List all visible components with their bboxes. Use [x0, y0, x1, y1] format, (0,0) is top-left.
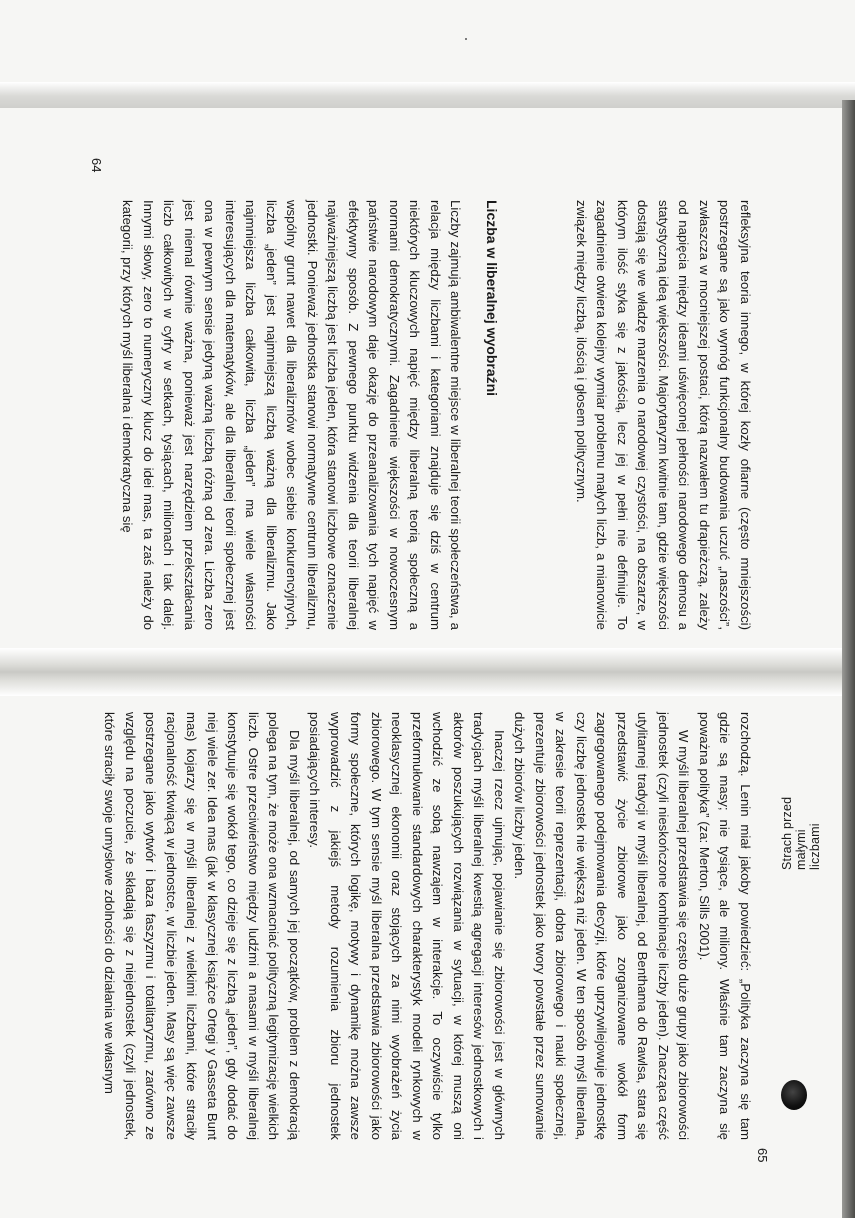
running-head: Strach przed małymi liczbami — [780, 796, 822, 870]
left-body-paragraph: Liczby zajmują ambiwalentne miejsce w liberalnej teorii społeczeństwa, a relacja między liczbami i kategoriami znajduje się dziś w centrum niektórych kluczowych napięć między liberalną teorią społeczną a normami demokratycznymi. Zagadnienie większości w nowoczesnym państwie narodowym daje okazję do przeanalizowania tych napięć w efektywny sposób. Z pewnego punktu widzenia dla teorii liberalnej najważniejszą liczbą jest liczba jeden, która stanowi liczbowe oznaczenie jednostki. Ponieważ jednostka stanowi normatywne centrum liberalizmu, wspólny grunt nawet dla liberalizmów wobec siebie konkurencyjnych, liczba „jeden” jest najmniejszą liczbą ważną dla liberalizmu. Jako najmniejsza liczba całkowita, liczba „jeden” ma wiele własności interesujących dla matematyków, ale dla liberalnej teorii społecznej jest ona w pewnym sensie jedyną ważną liczbą różną od zera. Liczba zero jest niemal równie ważna, ponieważ jest narzędziem przekształcania liczb całkowitych w cyfry w setkach, tysiącach, milionach i tak dalej. Innymi słowy, zero to numeryczny klucz do idei mas, ta zaś należy do kategorii, przy których myśl liberalna i demokratyczna się — [120, 200, 464, 630]
book-gutter — [0, 648, 855, 696]
right-page-number: 65 — [755, 1148, 770, 1163]
left-page-intro — [571, 200, 756, 630]
left-page-section — [117, 200, 502, 630]
right-paragraph-2: W myśli liberalnej przedstawia się często duże grupy jako zbiorowości jednostek (czyli nieskończone kombinacje liczby jeden). Znacząca część utylitarnej tradycji w myśli liberalnej, od Benthama do Rawlsa, stara się przedstawić życie zbiorowe jako zorganizowane wokół form zagregowanego podejmowania decyzji, które uprzywilejowuje jednostkę czy liczbę jednostek nie większą niż jeden. W ten sposób myśl liberalna, w zakresie teorii reprezentacji, dobra zbiorowego i nauki społecznej, prezentuje zbiorowości jednostek jako twory powstałe przez sumowanie dużych zbiorów liczby jeden. — [512, 712, 692, 1140]
dust-speck — [465, 38, 467, 40]
right-paragraph-3: Inaczej rzecz ujmując, pojawianie się zbiorowości jest w głównych tradycjach myśli liberalnej kwestią agregacji interesów jednostkowych i aktorów poszukujących rozwiązania w sytuacji, w której muszą oni wchodzić ze sobą nawzajem w interakcje. To oczywiście tylko przeformułowanie standardowych charakterystyk modeli rynkowych w neoklasycznej ekonomii oraz stojących za nimi wyobrażeń życia zbiorowego. W tym sensie myśl liberalna przedstawia zbiorowości jako formy społeczne, których logikę, motywy i dynamikę można zawsze wyprowadzić z jakiejś metody rozumienia zbioru jednostek posiadających interesy. — [307, 712, 507, 1140]
left-intro-paragraph: refleksyjna teoria innego, w której kozły ofiarne (często mniejszości) postrzegane są jako wymóg funkcjonalny budowania uczuć „naszości”, zwłaszcza w mocniejszej postaci, którą nazwałem tu drapieżczą, zależy od napięcia między ideami uświęconej pełności narodowego demosu a statystyczną ideą większości. Majorytaryzm kwitnie tam, gdzie większości dostają się we władzę marzenia o narodowej czystości, na obszarze, w którym ilość styka się z jakością, lecz jej w pełni nie definiuje. To zagadnienie otwiera kolejny wymiar problemu małych liczb, a mianowicie związek między liczbą, ilością i głosem politycznym. — [574, 200, 753, 630]
scanner-edge — [842, 100, 855, 1218]
right-page-text — [99, 712, 755, 1140]
right-paragraph-1: rozchodzą. Lenin miał jakoby powiedzieć: „Polityka zaczyna się tam gdzie są masy; nie tysiące, ale miliony. Właśnie tam zaczyna się poważna polityka” (za: Merton, Sills 2001). — [697, 712, 753, 1140]
page-top-shadow — [0, 82, 855, 108]
section-heading: Liczba w liberalnej wyobraźni — [484, 200, 500, 397]
right-paragraph-4: Dla myśli liberalnej, od samych jej początków, problem z demokracją polega na tym, że może ona wzmacniać polityczną legitymizację wielkich liczb. Ostre przeciwieństwo między ludźmi a masami w myśli liberalnej konstytuuje się wokół tego, co dzieje się z liczbą „jeden”, gdy dodać do niej wiele zer. Idea mas (jak w klasycznej książce Ortegi y Gasseta Bunt mas) kojarzy się w myśli liberalnej z wielkimi liczbami, które straciły racjonalność tkwiącą w jednostce, w liczbie jeden. Masy są więc zawsze postrzegane jako wytwór i baza faszyzmu i totalitaryzmu, zarówno ze względu na poczucie, że składają się z niejednostek (czyli jednostek, które straciły swoje umysłowe zdolności do działania we własnym — [102, 712, 302, 1140]
page-corner-mark — [781, 1080, 807, 1110]
left-page-number: 64 — [89, 158, 104, 173]
